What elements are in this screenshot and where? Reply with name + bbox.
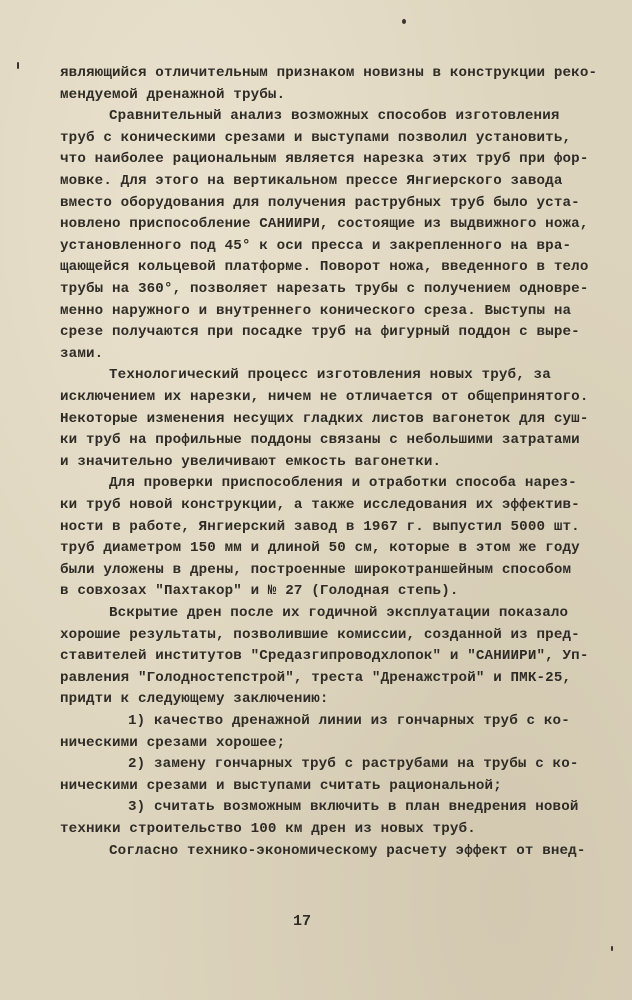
- text-line: что наиболее рациональным является нарезка этих труб при фор-: [60, 151, 589, 168]
- text-line: ставителей институтов "Средазгипроводхлопок" и "САНИИРИ", Уп-: [60, 648, 589, 665]
- text-line: ническими срезами хорошее;: [60, 734, 286, 751]
- text-line: Для проверки приспособления и отработки способа нарез-: [109, 475, 577, 492]
- text-line: Согласно технико-экономическому расчету эффект от внед-: [109, 842, 586, 859]
- text-line: Сравнительный анализ возможных способов изготовления: [109, 108, 560, 125]
- paper-speck: [402, 19, 406, 24]
- text-line: труб с коническими срезами и выступами позволил установить,: [60, 129, 572, 146]
- text-line: хорошие результаты, позволившие комиссии, созданной из пред-: [60, 626, 580, 643]
- text-line: срезе получаются при посадке труб на фигурный поддон с выре-: [60, 324, 580, 341]
- text-line: труб диаметром 150 мм и длиной 50 см, которые в этом же году: [60, 540, 580, 557]
- text-line: Вскрытие дрен после их годичной эксплуатации показало: [109, 605, 569, 621]
- text-line: мовке. Для этого на вертикальном прессе Янгиерского завода: [60, 173, 563, 189]
- text-line: Некоторые изменения несущих гладких листов вагонеток для суш-: [60, 410, 589, 427]
- text-line: техники строительство 100 км дрен из новых труб.: [60, 821, 476, 837]
- text-line: менно наружного и внутреннего конического среза. Выступы на: [60, 302, 572, 319]
- text-line: новлено приспособление САНИИРИ, состоящие из выдвижного ножа,: [60, 216, 589, 233]
- text-line: ки труб новой конструкции, а также исследования их эффектив-: [60, 497, 580, 513]
- text-line: исключением их нарезки, ничем не отличается от общепринятого.: [60, 389, 589, 405]
- text-line: щающейся кольцевой платформе. Поворот ножа, введенного в тело: [60, 259, 589, 276]
- text-line: в совхозах "Пахтакор" и № 27 (Голодная степь).: [60, 583, 459, 600]
- text-line: зами.: [60, 345, 104, 362]
- page-number: 17: [293, 913, 312, 931]
- text-line: придти к следующему заключению:: [60, 691, 329, 708]
- text-line: ки труб на профильные поддоны связаны с небольшими затратами: [60, 432, 580, 449]
- text-line: 2) замену гончарных труб с раструбами на трубы с ко-: [128, 756, 579, 773]
- text-line: и значительно увеличивают емкость вагонетки.: [60, 453, 442, 470]
- text-line: вместо оборудования для получения раструбных труб было уста-: [60, 194, 580, 211]
- text-line: являющийся отличительным признаком новизны в конструкции реко-: [60, 65, 598, 81]
- text-line: установленного под 45° к оси пресса и закрепленного на вра-: [60, 237, 572, 254]
- text-line: ности в работе, Янгиерский завод в 1967 г. выпустил 5000 шт.: [60, 518, 580, 535]
- text-line: Технологический процесс изготовления новых труб, за: [109, 367, 551, 384]
- paper-speck: [17, 62, 19, 69]
- text-line: мендуемой дренажной трубы.: [60, 86, 286, 103]
- text-line: 1) качество дренажной линии из гончарных труб с ко-: [128, 713, 570, 729]
- text-line: 3) считать возможным включить в план внедрения новой: [128, 799, 579, 816]
- text-line: были уложены в дрены, построенные широкотраншейным способом: [60, 561, 572, 578]
- paper-speck: [611, 946, 613, 951]
- text-line: равления "Голодностепстрой", треста "Дренажстрой" и ПМК-25,: [60, 669, 572, 686]
- text-line: ническими срезами и выступами считать рациональной;: [60, 777, 502, 794]
- text-line: трубы на 360°, позволяет нарезать трубы с получением одновре-: [60, 281, 589, 297]
